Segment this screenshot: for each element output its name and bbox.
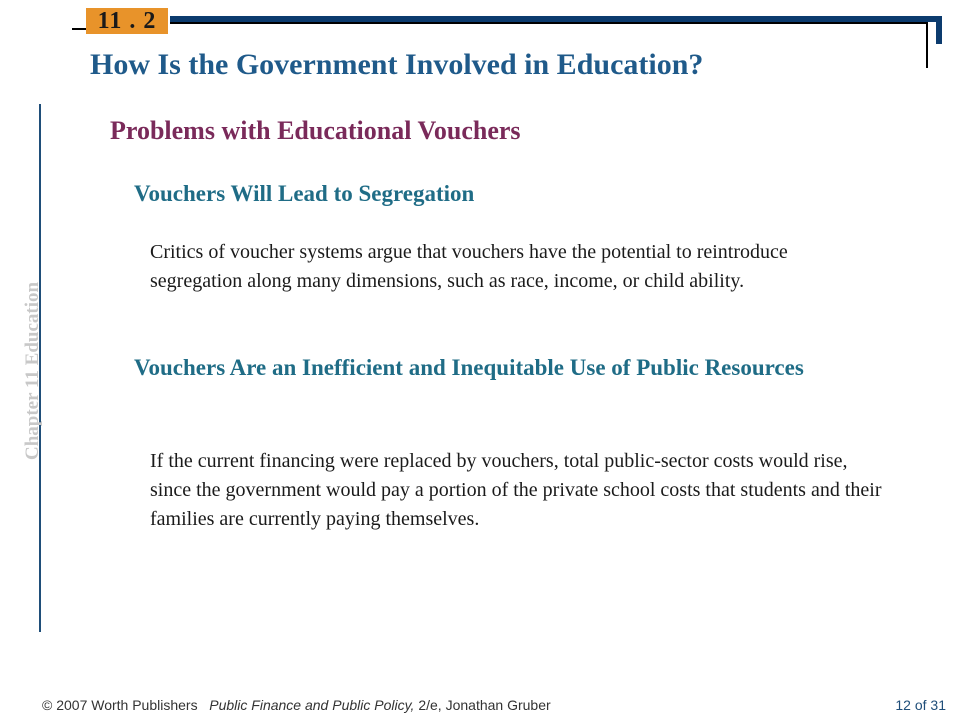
page-title: How Is the Government Involved in Education? (90, 48, 704, 81)
footer-edition-author: 2/e, Jonathan Gruber (414, 697, 551, 713)
header-rule-shadow (170, 22, 928, 24)
section-heading: Vouchers Will Lead to Segregation (134, 181, 475, 206)
footer-book-title: Public Finance and Public Policy, (209, 697, 415, 713)
header-right-bar-shadow (926, 24, 928, 68)
section-number-badge: 11 . 2 (86, 8, 168, 34)
footer-citation (42, 697, 551, 713)
section-body: Critics of voucher systems argue that vouchers have the potential to reintroduce segregation along many dimensions, such as race, income, or child ability. (150, 241, 788, 292)
slide-subtitle: Problems with Educational Vouchers (110, 116, 521, 145)
header-dash (72, 28, 86, 30)
section-body: If the current financing were replaced by vouchers, total public-sector costs would rise, since the government would pay a portion of the private school costs that students and their families are currently paying themselves. (150, 450, 882, 530)
header-right-bar (936, 16, 942, 44)
footer-copyright: © 2007 Worth Publishers (42, 697, 198, 713)
chapter-label: Chapter 11 Education (22, 281, 43, 460)
page-indicator: 12 of 31 (895, 697, 946, 713)
section-heading: Vouchers Are an Inefficient and Inequitable Use of Public Resources (134, 355, 804, 380)
